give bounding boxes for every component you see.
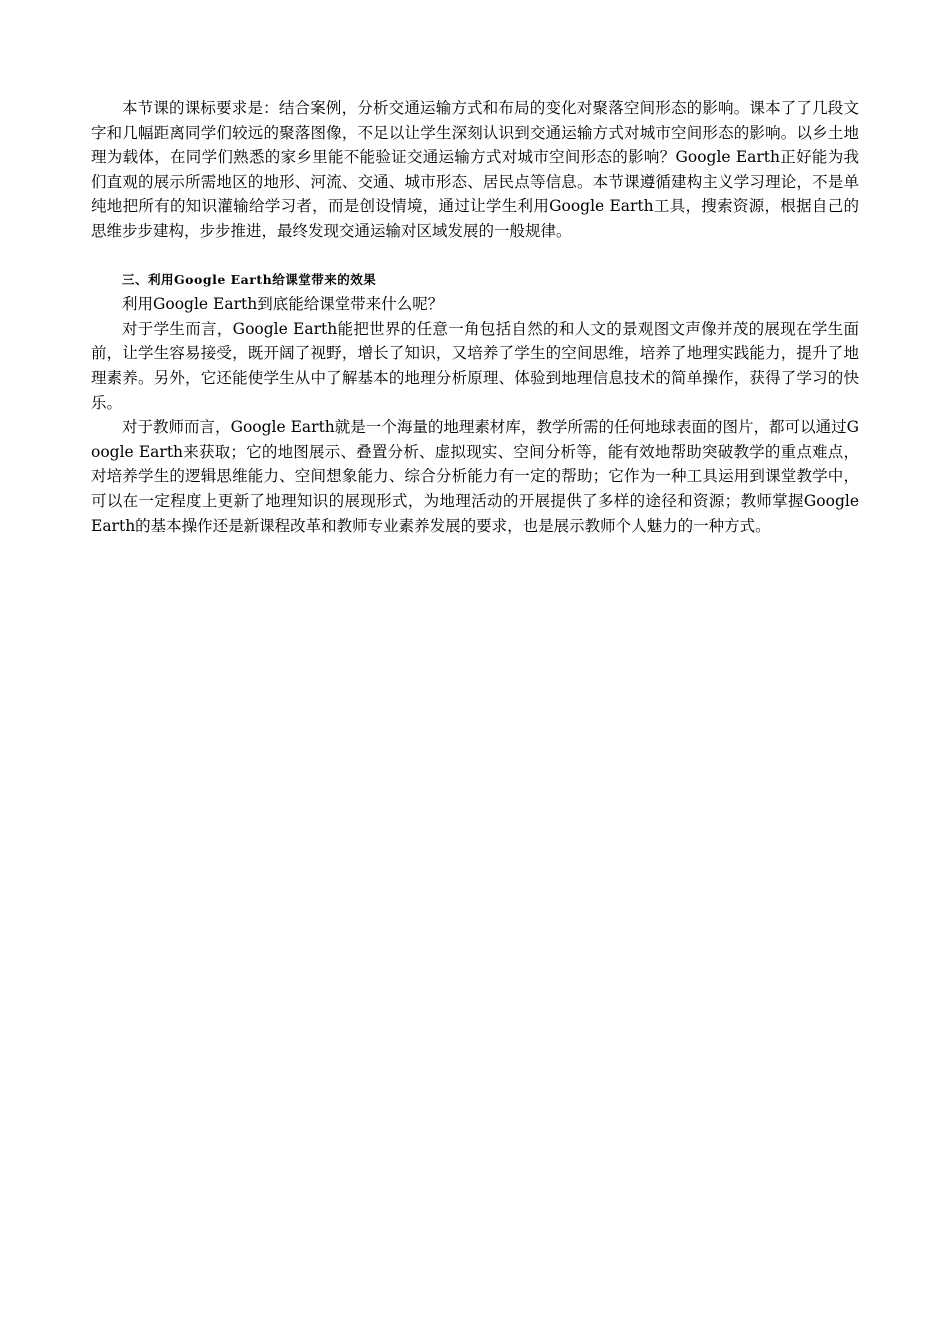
intro-paragraph: 本节课的课标要求是：结合案例，分析交通运输方式和布局的变化对聚落空间形态的影响。课本了了几段文字和几幅距离同学们较远的聚落图像，不足以让学生深刻认识到交通运输方式对城市空间形态的影响。以乡土地理为载体，在同学们熟悉的家乡里能不能验证交通运输方式对城市空间形态的影响？Google Earth正好能为我们直观的展示所需地区的地形、河流、交通、城市形态、居民点等信息。本节课遵循建构主义学习理论，不是单纯地把所有的知识灌输给学习者，而是创设情境，通过让学生利用Google Earth工具，搜索资源，根据自己的思维步步建构，步步推进，最终发现交通运输对区域发展的一般规律。 xyxy=(91,99,859,240)
students-paragraph: 对于学生而言，Google Earth能把世界的任意一角包括自然的和人文的景观图文声像并茂的展现在学生面前，让学生容易接受，既开阔了视野，增长了知识，又培养了学生的空间思维，培养了地理实践能力，提升了地理素养。另外，它还能使学生从中了解基本的地理分析原理、体验到地理信息技术的简单操作，获得了学习的快乐。 xyxy=(91,319,859,412)
paragraph-gap xyxy=(91,244,859,268)
section-heading: 三、利用Google Earth给课堂带来的效果 xyxy=(122,271,377,287)
question-paragraph: 利用Google Earth到底能给课堂带来什么呢？ xyxy=(122,295,444,314)
document-page xyxy=(91,96,859,538)
teachers-paragraph: 对于教师而言，Google Earth就是一个海量的地理素材库，教学所需的任何地球表面的图片，都可以通过Google Earth来获取；它的地图展示、叠置分析、虚拟现实、空间分析等，能有效地帮助突破教学的重点难点，对培养学生的逻辑思维能力、空间想象能力、综合分析能力有一定的帮助；它作为一种工具运用到课堂教学中，可以在一定程度上更新了地理知识的展现形式，为地理活动的开展提供了多样的途径和资源；教师掌握Google Earth的基本操作还是新课程改革和教师专业素养发展的要求，也是展示教师个人魅力的一种方式。 xyxy=(91,418,859,535)
